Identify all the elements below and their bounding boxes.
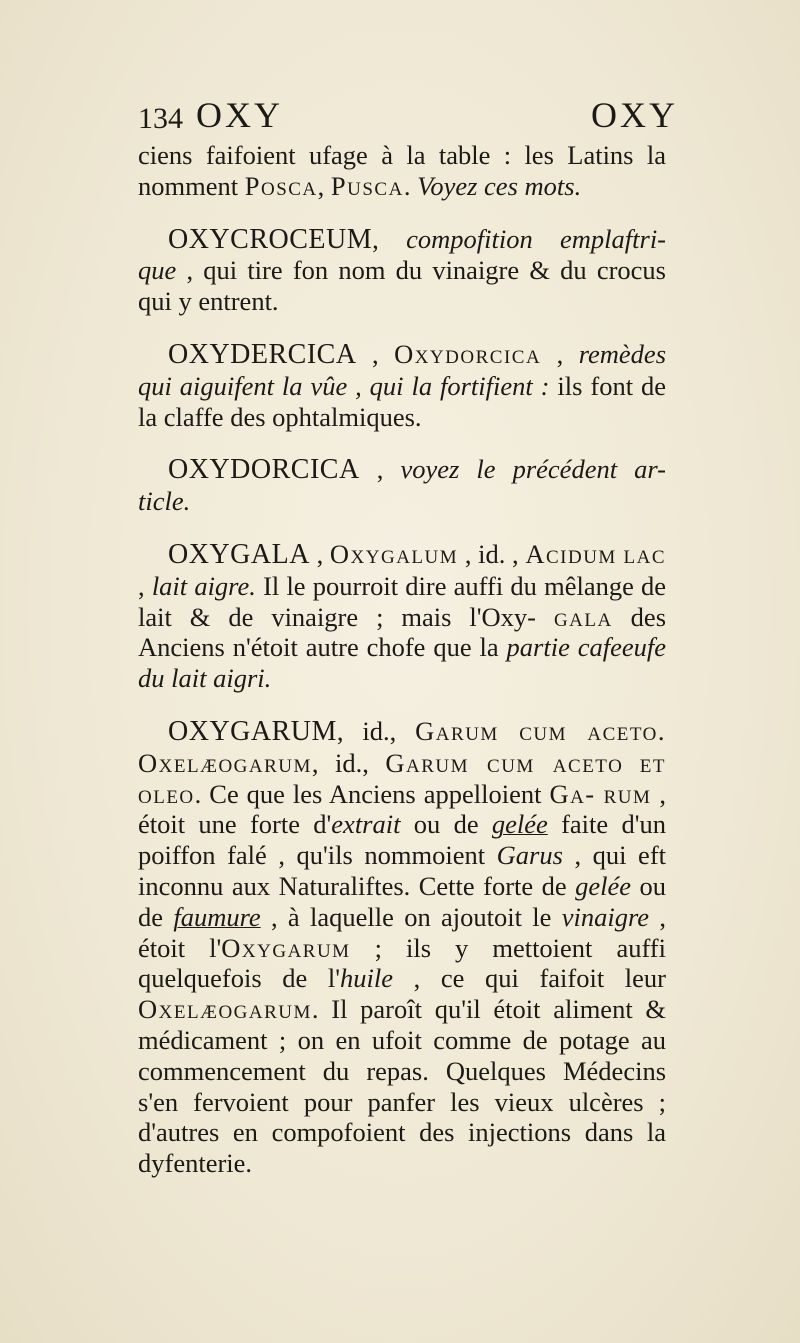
text-run: Voyez ces mots. [417, 170, 582, 201]
text-run: , [309, 538, 330, 569]
text-run: rum [603, 778, 652, 809]
text-run: , id. , [458, 538, 526, 569]
running-header [138, 92, 678, 138]
text-run: remèdes [578, 338, 667, 369]
text-run: , [393, 963, 421, 994]
text-run: , à laquelle [260, 901, 394, 932]
paragraph [138, 454, 666, 517]
text-run: Garus [496, 840, 563, 871]
text-run: , id., [311, 747, 386, 778]
page-number: 134 [138, 102, 183, 135]
entry-headword: OXYDERCICA [168, 338, 357, 370]
paragraph [138, 339, 666, 432]
text-run: gelée [575, 870, 632, 901]
text-run: Oxelæogarum [138, 747, 312, 778]
text-run: ticle. [138, 486, 191, 517]
text-run: ciens faifoient ufage à la table : les Latins la [138, 140, 666, 170]
text-run: huile [340, 963, 393, 994]
text-run: . Il paroît [311, 994, 422, 1025]
text-run: Acidum [525, 538, 617, 569]
text-run: lac [623, 538, 666, 569]
text-run: , [359, 454, 401, 485]
text-run: ufoit comme de potage au commencement [138, 1024, 667, 1086]
text-run: Garum cum aceto. [415, 715, 666, 746]
entry-headword: OXYGALA [168, 538, 310, 570]
entry-headword: OXYCROCEUM [168, 223, 373, 255]
text-run: Oxygalum [329, 538, 459, 569]
text-run: Oxygarum [221, 932, 351, 963]
text-run: , [138, 570, 152, 601]
paragraph [138, 140, 666, 202]
body-text [138, 140, 666, 1179]
text-run: , [541, 338, 579, 369]
paragraph [138, 224, 666, 317]
text-run: ou de [400, 809, 492, 840]
text-run: gelée [491, 809, 548, 840]
paragraph [138, 539, 666, 694]
text-run: ; [350, 932, 382, 963]
header-right-word: OXY [591, 95, 678, 135]
text-run: nomment [138, 170, 245, 201]
paragraph [138, 716, 666, 1179]
text-run: faumure [173, 901, 261, 932]
text-run: mêlange de lait & de vinaigre ; mais l'Oxy- [138, 570, 667, 632]
text-run: voyez le précédent ar- [400, 454, 666, 485]
text-run: . Ce que les Anciens appelloient [194, 778, 550, 809]
text-run: , étoit l' [138, 901, 666, 963]
text-run: , qui tire fon nom du vinaigre & du [176, 255, 587, 286]
text-run: Pusca [330, 170, 404, 201]
text-run: qui aiguifent la vûe , qui la fortifient : [138, 370, 550, 401]
text-run: ou de [138, 870, 666, 932]
text-run: ce qui faifoit leur [440, 963, 666, 994]
text-run: vinaigre [561, 901, 650, 932]
text-run: Il le pourroit dire auffi du [255, 570, 537, 601]
text-run: , étoit une forte d' [138, 778, 667, 840]
text-run: de la claffe des ophtalmiques. [138, 370, 667, 432]
text-run: compofoient des injections dans la dyfenterie. [138, 1117, 667, 1179]
text-run: Oxelæogarum [138, 994, 312, 1025]
text-run: qu'il étoit aliment & médicament ; on en [138, 994, 667, 1055]
text-run: Posca [244, 170, 318, 201]
text-run: lait aigre. [151, 570, 256, 601]
text-run: du repas. Quelques Médecins s'en fervoient [138, 1055, 667, 1117]
text-run: gala [553, 601, 613, 632]
text-run: , [372, 223, 407, 254]
text-run: crocus qui y entrent. [138, 255, 666, 317]
text-run: pour panfer les vieux ulcères ; d'autres en [138, 1086, 667, 1148]
text-run: , id., [336, 715, 416, 746]
text-run: , [317, 170, 331, 201]
text-run: . [403, 170, 418, 201]
text-run: , qui eft inconnu aux Naturaliftes. [138, 840, 667, 901]
text-run: partie cafeeufe du lait aigri. [138, 632, 666, 694]
text-run: Garum cum aceto [385, 747, 624, 778]
text-run: compofition emplaftri- [406, 223, 667, 254]
text-run: des Anciens n'étoit autre chofe que la [138, 601, 667, 663]
text-run: Cette forte de [418, 870, 576, 901]
text-run: extrait [331, 809, 401, 840]
text-run: Oxydorcica [394, 338, 542, 369]
text-run: on ajoutoit le [404, 901, 562, 932]
entry-headword: OXYGARUM [168, 715, 337, 747]
text-run: , [356, 338, 395, 369]
header-left-word: OXY [196, 95, 283, 135]
text-run: ils font [549, 370, 634, 401]
entry-headword: OXYDORCICA [168, 454, 360, 486]
text-run: et oleo [138, 747, 667, 809]
text-run: faite d'un poiffon falé , qu'ils nommoient [138, 809, 666, 871]
text-run: que [138, 255, 177, 286]
text-run: ils y mettoient auffi quelquefois de l' [138, 932, 666, 994]
text-run: Ga- [549, 778, 596, 809]
